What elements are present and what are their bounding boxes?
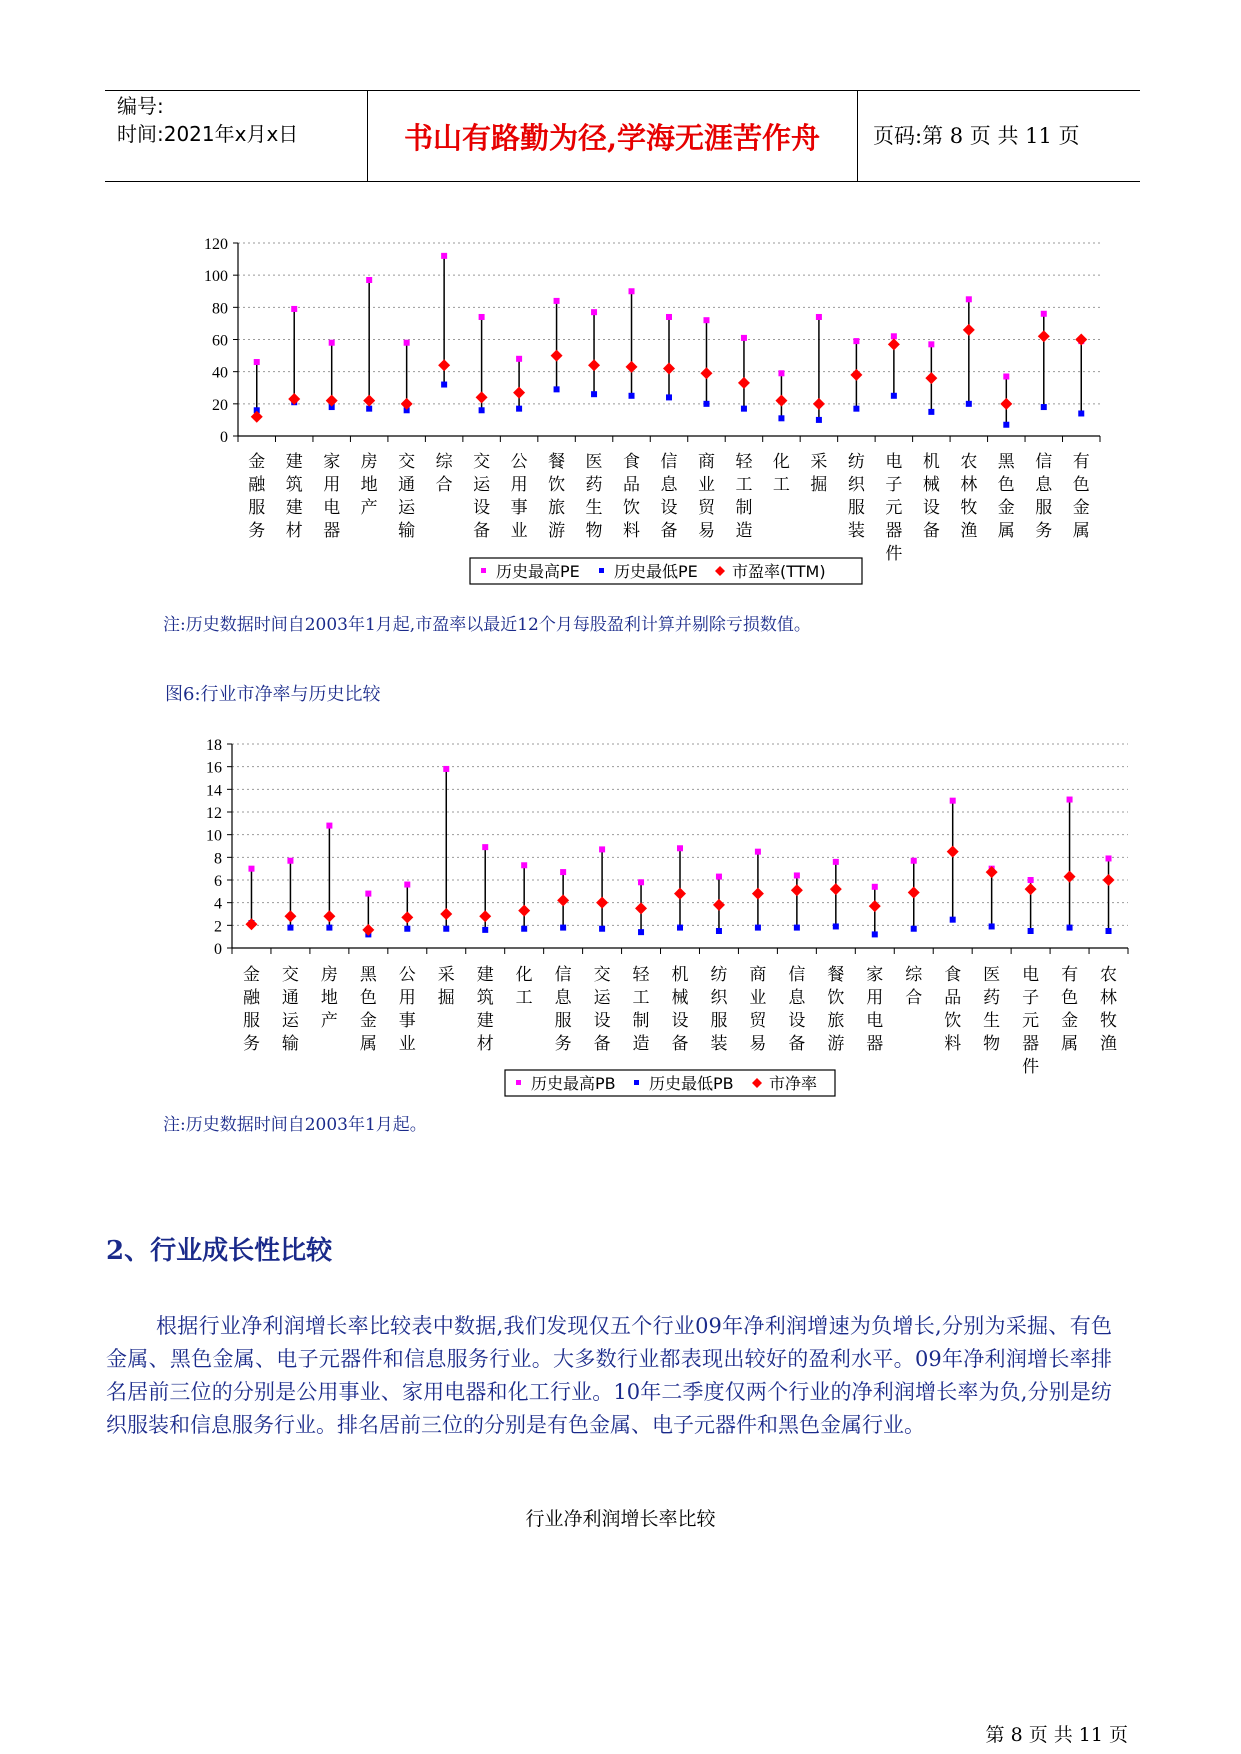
high-marker (1028, 877, 1034, 883)
current-marker (596, 897, 608, 909)
x-tick-label: 交通运输 (398, 452, 416, 541)
current-marker (986, 866, 998, 878)
x-tick-label: 信息设备 (660, 452, 678, 541)
section-heading: 2、行业成长性比较 (106, 1236, 333, 1266)
x-tick-label: 机械设备 (922, 452, 940, 541)
low-marker (716, 928, 722, 934)
low-marker (872, 931, 878, 937)
x-tick-label: 商业贸易 (697, 452, 715, 541)
high-marker (872, 884, 878, 890)
high-marker (326, 823, 332, 829)
x-tick-label: 信息设备 (788, 965, 806, 1054)
x-tick-label: 黑色金属 (997, 452, 1015, 541)
legend-marker (516, 1080, 521, 1085)
pe-chart-note: 注:历史数据时间自2003年1月起,市盈率以最近12个月每股盈利计算并剔除亏损数值。 (163, 615, 811, 635)
x-tick-label: 采掘 (810, 452, 828, 495)
legend-label: 市盈率(TTM) (732, 562, 826, 581)
y-tick-label: 10 (206, 827, 222, 845)
high-marker (404, 882, 410, 888)
x-tick-label: 采掘 (437, 965, 455, 1008)
y-tick-label: 12 (206, 805, 222, 822)
x-tick-label: 机械设备 (671, 965, 689, 1054)
y-tick-label: 2 (214, 918, 222, 936)
x-tick-label: 建筑建材 (285, 452, 303, 541)
low-marker (599, 926, 605, 932)
current-marker (908, 886, 920, 898)
high-marker (755, 849, 761, 855)
x-tick-label: 轻工制造 (632, 965, 650, 1054)
figure-6-title: 图6:行业市净率与历史比较 (165, 684, 381, 705)
x-tick-label: 轻工制造 (735, 452, 753, 541)
x-tick-label: 有色金属 (1061, 965, 1079, 1054)
y-tick-label: 6 (214, 873, 222, 890)
high-marker (1067, 797, 1073, 803)
document-number-label: 编号: (117, 94, 164, 118)
low-marker (404, 926, 410, 932)
x-tick-label: 食品饮料 (944, 965, 962, 1054)
current-marker (713, 899, 725, 911)
low-marker (560, 925, 566, 931)
y-tick-label: 18 (206, 737, 222, 754)
x-tick-label: 餐饮旅游 (827, 965, 845, 1054)
x-tick-label: 农林牧渔 (960, 452, 978, 541)
current-marker (674, 888, 686, 900)
high-marker (716, 874, 722, 880)
legend-label: 市净率 (769, 1074, 818, 1093)
y-tick-label: 80 (212, 300, 228, 318)
x-tick-label: 交运设备 (473, 452, 491, 541)
x-tick-label: 信息服务 (1035, 452, 1053, 541)
pb-chart-note: 注:历史数据时间自2003年1月起。 (163, 1115, 427, 1135)
x-tick-label: 交通运输 (281, 965, 299, 1054)
high-marker (287, 858, 293, 864)
low-marker (521, 926, 527, 932)
x-tick-label: 综合 (435, 452, 453, 495)
current-marker (284, 910, 296, 922)
low-marker (443, 926, 449, 932)
low-marker (677, 925, 683, 931)
x-tick-label: 房地产 (320, 965, 338, 1031)
legend-marker (634, 1080, 639, 1085)
x-tick-label: 有色金属 (1072, 452, 1090, 541)
y-tick-label: 14 (206, 782, 222, 800)
high-marker (443, 766, 449, 772)
x-tick-label: 农林牧渔 (1100, 965, 1118, 1054)
low-marker (1106, 928, 1112, 934)
y-tick-label: 120 (204, 236, 228, 253)
current-marker (947, 846, 959, 858)
low-marker (755, 925, 761, 931)
x-tick-label: 信息服务 (554, 965, 572, 1054)
x-tick-label: 医药生物 (983, 965, 1001, 1054)
low-marker (1028, 928, 1034, 934)
x-tick-label: 电子元器件 (1022, 965, 1040, 1077)
high-marker (560, 869, 566, 875)
x-tick-label: 黑色金属 (359, 965, 377, 1054)
legend-label: 历史最低PB (649, 1074, 734, 1093)
x-tick-label: 电子元器件 (885, 452, 903, 564)
x-tick-label: 化工 (772, 452, 790, 495)
x-tick-label: 纺织服装 (847, 452, 865, 541)
x-tick-label: 房地产 (360, 452, 378, 518)
high-marker (677, 845, 683, 851)
y-tick-label: 16 (206, 759, 222, 777)
low-marker (1067, 925, 1073, 931)
current-marker (557, 894, 569, 906)
current-marker (1064, 871, 1076, 883)
header-motto: 书山有路勤为径,学海无涯苦作舟 (403, 121, 821, 155)
high-marker (794, 872, 800, 878)
y-tick-label: 0 (220, 429, 228, 446)
high-marker (1106, 855, 1112, 861)
current-marker (830, 883, 842, 895)
current-marker (752, 888, 764, 900)
x-tick-label: 金融服务 (248, 452, 266, 541)
x-tick-label: 家用电器 (323, 452, 341, 541)
x-tick-label: 公用事业 (398, 965, 416, 1054)
low-marker (482, 927, 488, 933)
y-tick-label: 100 (204, 268, 228, 286)
current-marker (323, 910, 335, 922)
x-tick-label: 综合 (905, 965, 923, 1008)
y-tick-label: 40 (212, 364, 228, 382)
high-marker (599, 846, 605, 852)
x-tick-label: 食品饮料 (623, 452, 641, 541)
low-marker (326, 925, 332, 931)
high-marker (833, 859, 839, 865)
y-tick-label: 0 (214, 941, 222, 958)
y-tick-label: 60 (212, 332, 228, 350)
table-title: 行业净利润增长率比较 (525, 1508, 716, 1530)
low-marker (989, 923, 995, 929)
x-tick-label: 公用事业 (510, 452, 528, 541)
x-tick-label: 医药生物 (585, 452, 603, 541)
y-tick-label: 4 (214, 895, 222, 913)
high-marker (950, 798, 956, 804)
x-tick-label: 餐饮旅游 (548, 452, 566, 541)
current-marker (869, 900, 881, 912)
high-marker (638, 879, 644, 885)
section-paragraph: 根据行业净利润增长率比较表中数据,我们发现仅五个行业09年净利润增速为负增长,分别为采掘、有色金属、黑色金属、电子元器件和信息服务行业。大多数行业都表现出较好的盈利水平。09年净利润增长率排名居前三位的分别是公用事业、家用电器和化工行业。10年二季度仅两个行业的净利润增长率为负,分别是纺织服装和信息服务行业。排名居前三位的分别是有色金属、电子元器件和黑色金属行业。 (106, 1314, 1112, 1437)
current-marker (518, 905, 530, 917)
current-marker (1103, 874, 1115, 886)
page-footer: 第 8 页 共 11 页 (985, 1724, 1128, 1746)
high-marker (482, 844, 488, 850)
legend-label: 历史最低PE (614, 562, 698, 581)
current-marker (1025, 883, 1037, 895)
x-tick-label: 商业贸易 (749, 965, 767, 1054)
current-marker (479, 910, 491, 922)
y-tick-label: 20 (212, 396, 228, 414)
y-tick-label: 8 (214, 850, 222, 868)
x-tick-label: 金融服务 (242, 965, 260, 1054)
legend-label: 历史最高PB (531, 1074, 616, 1093)
x-tick-label: 化工 (515, 965, 533, 1008)
low-marker (911, 926, 917, 932)
low-marker (794, 925, 800, 931)
low-marker (833, 923, 839, 929)
high-marker (911, 858, 917, 864)
low-marker (950, 917, 956, 923)
current-marker (791, 884, 803, 896)
document-time-label: 时间:2021年x月x日 (117, 122, 299, 146)
high-marker (365, 891, 371, 897)
low-marker (638, 929, 644, 935)
legend-label: 历史最高PE (496, 562, 580, 581)
high-marker (521, 862, 527, 868)
x-tick-label: 交运设备 (593, 965, 611, 1054)
high-marker (248, 866, 254, 872)
low-marker (287, 925, 293, 931)
current-marker (440, 908, 452, 920)
current-marker (401, 911, 413, 923)
current-marker (245, 918, 257, 930)
current-marker (635, 902, 647, 914)
header-page-info: 页码:第 8 页 共 11 页 (873, 124, 1080, 148)
x-tick-label: 建筑建材 (476, 965, 494, 1054)
x-tick-label: 纺织服装 (710, 965, 728, 1054)
x-tick-label: 家用电器 (866, 965, 884, 1054)
